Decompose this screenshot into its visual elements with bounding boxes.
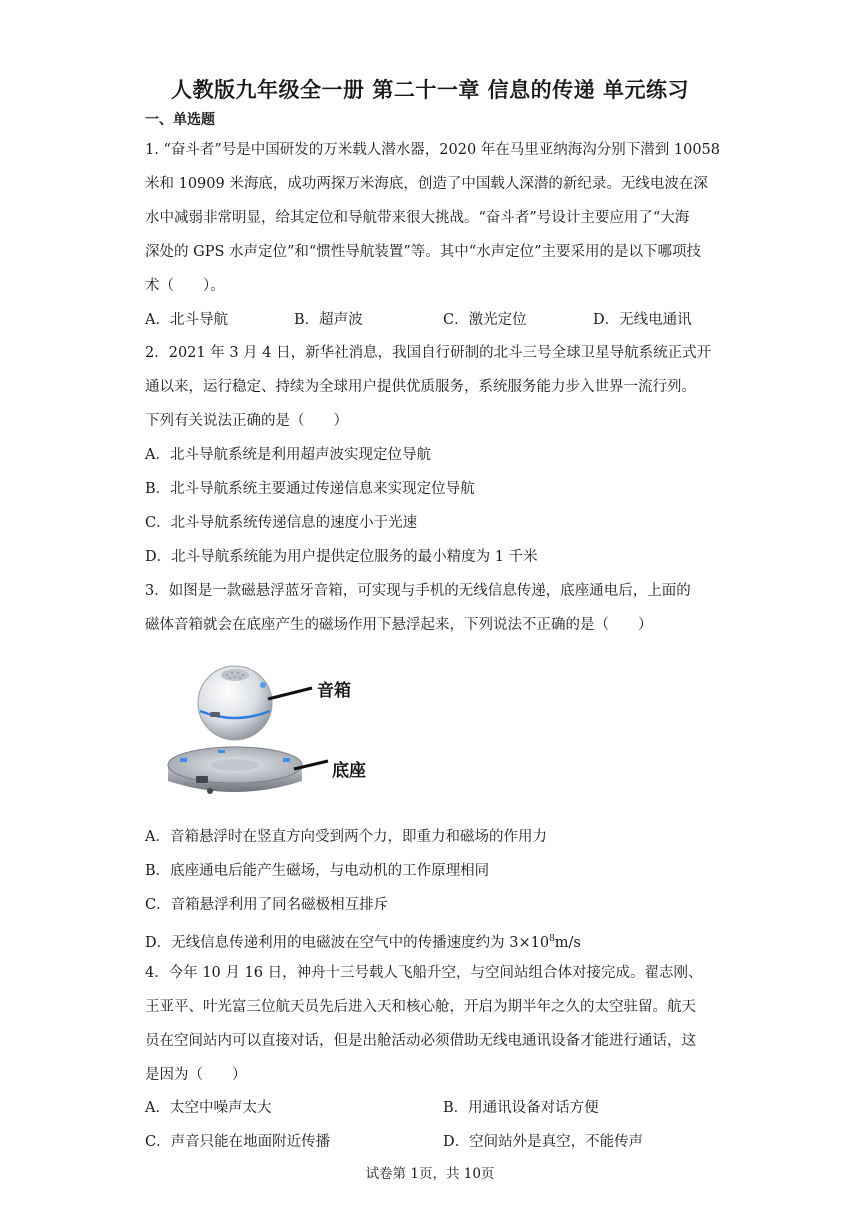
option-b: B．底座通电后能产生磁场，与电动机的工作原理相同 [145,863,490,879]
option-d-exponent: 8 [549,934,555,944]
page-footer: 试卷第 1页，共 10页 [365,1166,495,1182]
option-d: D．无线电通讯 [593,312,692,328]
question-text-line: 米和 10909 米海底，成功两探万米海底，创造了中国载人深潜的新纪录。无线电波在深 [145,176,708,192]
speaker-base [168,747,302,794]
speaker-sphere [198,666,272,740]
speaker-pointer-line [268,688,312,699]
option-a: A．北斗导航系统是利用超声波实现定位导航 [145,447,431,463]
option-c: C．音箱悬浮利用了同名磁极相互排斥 [145,897,389,913]
question-text-line: 员在空间站内可以直接对话，但是出舱活动必须借助无线电通讯设备才能进行通话，这 [145,1033,696,1049]
option-d [145,928,581,954]
option-a: A．北斗导航 [145,312,228,328]
question-text-line: 王亚平、叶光富三位航天员先后进入天和核心舱，开启为期半年之久的太空驻留。航天 [145,999,696,1015]
question-text-line: 深处的 GPS 水声定位”和“惯性导航装置”等。其中“水声定位”主要采用的是以下哪项技 [145,244,702,260]
maglev-speaker-figure [160,655,390,805]
option-d-unit: m/s [554,934,581,951]
option-a: A．太空中噪声太大 [145,1100,272,1116]
option-d: D．空间站外是真空，不能传声 [443,1134,644,1150]
maglev-speaker-illustration [160,655,390,805]
page-title: 人教版九年级全一册 第二十一章 信息的传递 单元练习 [171,78,689,102]
option-b: B．北斗导航系统主要通过传递信息来实现定位导航 [145,481,475,497]
option-d: D．北斗导航系统能为用户提供定位服务的最小精度为 1 千米 [145,549,538,565]
option-b: B．用通讯设备对话方便 [443,1100,599,1116]
option-b: B．超声波 [294,312,363,328]
question-text-line: 是因为（ ） [145,1067,247,1083]
option-c: C．激光定位 [443,312,527,328]
question-text-line: 水中减弱非常明显，给其定位和导航带来很大挑战。“奋斗者”号设计主要应用了“大海 [145,210,690,226]
question-text-line: 2．2021 年 3 月 4 日，新华社消息，我国自行研制的北斗三号全球卫星导航系统正式开 [145,345,712,361]
speaker-label: 音箱 [317,681,351,701]
option-a: A．音箱悬浮时在竖直方向受到两个力，即重力和磁场的作用力 [145,829,547,845]
question-text-line: 3．如图是一款磁悬浮蓝牙音箱，可实现与手机的无线信息传递，底座通电后，上面的 [145,583,691,599]
question-text-line: 4．今年 10 月 16 日，神舟十三号载人飞船升空，与空间站组合体对接完成。翟志刚、 [145,965,703,981]
section-heading: 一、单选题 [145,112,215,128]
option-d-text: D．无线信息传递利用的电磁波在空气中的传播速度约为 3×10 [145,934,550,951]
question-text-line: 通以来，运行稳定、持续为全球用户提供优质服务，系统服务能力步入世界一流行列。 [145,379,696,395]
question-text-line: 术（ ）。 [145,278,225,294]
question-text-line: 磁体音箱就会在底座产生的磁场作用下悬浮起来，下列说法不正确的是（ ） [145,617,653,633]
option-c: C．声音只能在地面附近传播 [145,1134,331,1150]
question-text-line: 1. “奋斗者”号是中国研发的万米载人潜水器，2020 年在马里亚纳海沟分别下潜到 10058 [145,142,721,158]
base-label: 底座 [332,761,366,781]
option-c: C．北斗导航系统传递信息的速度小于光速 [145,515,418,531]
question-text-line: 下列有关说法正确的是（ ） [145,413,348,429]
